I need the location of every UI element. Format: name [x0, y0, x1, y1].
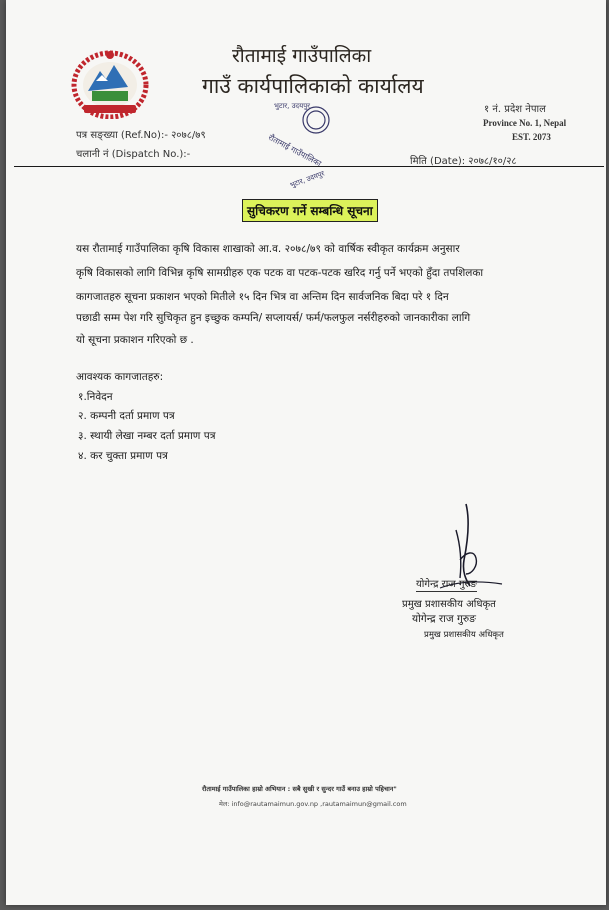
- office-stamp: [256, 98, 366, 190]
- dispatch-number: चलानी नं (Dispatch No.):-: [76, 149, 191, 160]
- body-line: पछाडी सम्म पेश गरि सुचिकृत हुन इच्छुक कम्पनि/ सप्लायर्स/ फर्म/फलफुल नर्सरीहरुको जानकारीका लागि: [76, 312, 471, 324]
- body-line: कागजातहरु सूचना प्रकाशन भएको मितीले १५ दिन भित्र वा अन्तिम दिन सार्वजनिक बिदा परे १ दिन: [76, 291, 449, 303]
- signatory-name-stamp: योगेन्द्र राज गुरुङ: [412, 613, 476, 625]
- ref-number: पत्र सङ्ख्या (Ref.No):- २०७८/७९: [76, 130, 206, 141]
- requirement-item: १.निवेदन: [78, 391, 113, 403]
- province-np: १ नं. प्रदेश नेपाल: [484, 104, 546, 115]
- notice-subject: सुचिकरण गर्ने सम्बन्धि सूचना: [242, 199, 378, 222]
- stamp-text-bottom: भुटार, उदयपुर: [288, 169, 326, 190]
- province-en: Province No. 1, Nepal: [483, 118, 567, 128]
- stamp-text-top: भुटार, उदयपुर: [274, 102, 311, 110]
- nepal-emblem-logo: [70, 47, 150, 119]
- requirements-title: आवश्यक कागजातहरु:: [76, 371, 164, 383]
- document-page: [6, 0, 606, 905]
- signatory-name-handwritten: योगेन्द्र राज गुरुङ: [416, 576, 477, 592]
- header-divider: [14, 166, 604, 167]
- established-year: EST. 2073: [512, 132, 551, 142]
- requirement-item: २. कम्पनी दर्ता प्रमाण पत्र: [78, 410, 175, 422]
- municipality-name: रौतामाई गाउँपालिका: [232, 45, 372, 67]
- requirement-item: ४. कर चुक्ता प्रमाण पत्र: [78, 450, 168, 462]
- body-line: कृषि विकासको लागि विभिन्न कृषि सामग्रीहरु एक पटक वा पटक-पटक खरिद गर्नु पर्ने भएको हुँदा तपशिलका: [76, 267, 484, 279]
- office-name: गाउँ कार्यपालिकाको कार्यालय: [202, 74, 424, 98]
- body-line: यस रौतामाई गाउँपालिका कृषि विकास शाखाको आ.व. २०७८/७९ को वार्षिक स्वीकृत कार्यक्रम अनुसार: [76, 243, 460, 255]
- footer-slogan: रौतामाई गाउँपालिका हाम्रो अभियान : सबै सुखी र सुन्दर गाउँ बनाउ हाम्रो पहिचान": [202, 785, 397, 793]
- footer-email: मेल: info@rautamaimun.gov.np ,rautamaimun@gmail.com: [219, 800, 407, 808]
- signatory-title-stamp: प्रमुख प्रशासकीय अधिकृत: [424, 630, 504, 640]
- stamp-text-mid: रौतामाई गाउँपालिका: [266, 132, 323, 169]
- requirement-item: ३. स्थायी लेखा नम्बर दर्ता प्रमाण पत्र: [78, 430, 216, 442]
- body-line: यो सूचना प्रकाशन गरिएको छ .: [76, 334, 194, 346]
- signatory-title-handwritten: प्रमुख प्रशासकीय अधिकृत: [402, 599, 496, 610]
- letter-date: मिति (Date): २०७८/१०/२८: [410, 156, 517, 167]
